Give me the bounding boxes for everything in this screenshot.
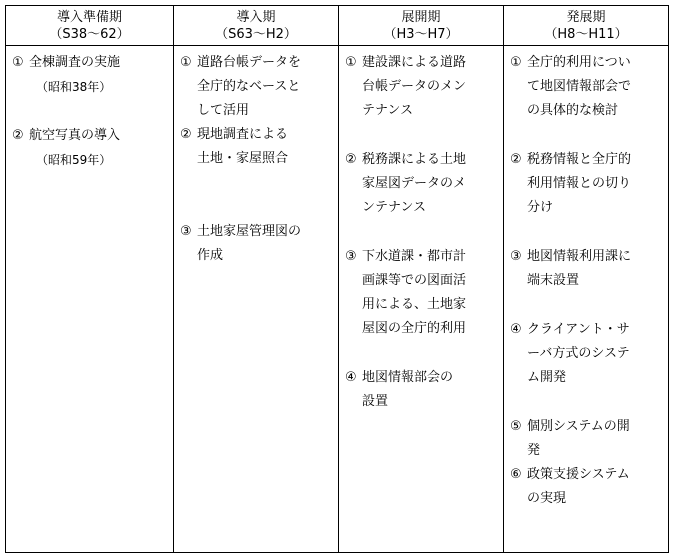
item-text-line: ーバ方式のシステ xyxy=(527,346,630,361)
phase-item xyxy=(345,245,497,341)
item-text-line: 全庁的なベースと xyxy=(197,79,301,94)
phase-period: （H8～H11） xyxy=(544,27,628,42)
phase-title: 展開期 xyxy=(401,10,441,25)
item-text-line: 利用情報との切り xyxy=(527,176,632,191)
item-year-note: （昭和59年） xyxy=(36,153,112,167)
phase-item xyxy=(345,148,497,220)
phase-item xyxy=(180,220,332,268)
phase-item xyxy=(510,51,662,123)
item-text-line: 土地・家屋照合 xyxy=(197,151,289,166)
item-number: ① xyxy=(180,55,192,70)
item-number: ② xyxy=(12,128,24,143)
item-text-line: 家屋図データのメ xyxy=(362,176,467,191)
item-text-line: の具体的な検討 xyxy=(527,103,619,118)
item-text-line: 現地調査による xyxy=(197,127,289,142)
phase-header xyxy=(339,6,503,46)
phase-item xyxy=(12,51,167,99)
item-number: ③ xyxy=(345,249,357,264)
item-text-line: 台帳データのメン xyxy=(362,79,467,94)
item-text-line: クライアント・サ xyxy=(527,322,630,337)
item-text-line: 建設課による道路 xyxy=(362,55,467,70)
phase-item xyxy=(510,318,662,390)
item-text-line: 地図情報利用課に xyxy=(527,249,632,264)
item-text-line: 地図情報部会の xyxy=(362,370,454,385)
item-text-line: ム開発 xyxy=(527,370,567,385)
item-number: ① xyxy=(345,55,357,70)
phase-item xyxy=(510,463,662,511)
item-text-line: 画課等での図面活 xyxy=(362,273,467,288)
phase-column xyxy=(503,6,668,552)
phase-table xyxy=(5,5,669,553)
phase-item xyxy=(345,366,497,414)
item-text-line: 分け xyxy=(527,200,554,215)
phase-column xyxy=(6,6,173,552)
item-number: ② xyxy=(510,152,522,167)
phase-period: （S38～62） xyxy=(49,27,130,42)
item-text-line: 作成 xyxy=(197,248,224,263)
item-text-line: て地図情報部会で xyxy=(527,79,632,94)
item-text-line: 屋図の全庁的利用 xyxy=(362,321,467,336)
phase-item xyxy=(345,51,497,123)
item-text-line: 用による、土地家 xyxy=(362,297,467,312)
item-text-line: 端末設置 xyxy=(527,273,580,288)
item-number: ① xyxy=(12,55,24,70)
phase-item xyxy=(180,51,332,123)
phase-column xyxy=(338,6,503,552)
item-text-line: 政策支援システム xyxy=(527,467,630,482)
phase-title: 導入準備期 xyxy=(56,10,122,25)
phase-body xyxy=(6,46,173,172)
item-text-line: 下水道課・都市計 xyxy=(362,249,467,264)
item-number: ⑥ xyxy=(510,467,522,482)
phase-title: 発展期 xyxy=(566,10,606,25)
item-number: ③ xyxy=(510,249,522,264)
item-number: ② xyxy=(180,127,192,142)
phase-body xyxy=(174,46,338,268)
phase-title: 導入期 xyxy=(236,10,276,25)
item-number: ③ xyxy=(180,224,192,239)
phase-item xyxy=(510,415,662,463)
item-year-note: （昭和38年） xyxy=(36,80,112,94)
item-number: ① xyxy=(510,55,522,70)
item-text-line: 発 xyxy=(527,443,541,458)
phase-item xyxy=(12,124,167,172)
item-number: ⑤ xyxy=(510,419,522,434)
item-number: ④ xyxy=(510,322,522,337)
item-text-line: 全棟調査の実施 xyxy=(29,55,121,70)
phase-body xyxy=(504,46,668,511)
item-text-line: テナンス xyxy=(362,103,413,118)
item-text-line: 税務課による土地 xyxy=(362,152,467,167)
item-text-line: 設置 xyxy=(362,394,389,409)
phase-period: （H3～H7） xyxy=(383,27,459,42)
item-number: ② xyxy=(345,152,357,167)
item-text-line: 全庁的利用につい xyxy=(527,55,631,70)
phase-item xyxy=(510,245,662,293)
item-text-line: 個別システムの開 xyxy=(527,419,630,434)
phase-item xyxy=(180,123,332,171)
item-text-line: ンテナンス xyxy=(362,200,426,215)
item-text-line: して活用 xyxy=(197,103,250,118)
item-number: ④ xyxy=(345,370,357,385)
phase-period: （S63～H2） xyxy=(215,27,297,42)
item-text-line: の実現 xyxy=(527,491,567,506)
item-text-line: 航空写真の導入 xyxy=(29,128,121,143)
item-text-line: 土地家屋管理図の xyxy=(197,224,302,239)
item-text-line: 道路台帳データを xyxy=(197,55,302,70)
item-text-line: 税務情報と全庁的 xyxy=(527,152,632,167)
phase-item xyxy=(510,148,662,220)
phase-column xyxy=(173,6,338,552)
phase-body xyxy=(339,46,503,414)
phase-header xyxy=(504,6,668,46)
phase-header xyxy=(6,6,173,46)
phase-header xyxy=(174,6,338,46)
